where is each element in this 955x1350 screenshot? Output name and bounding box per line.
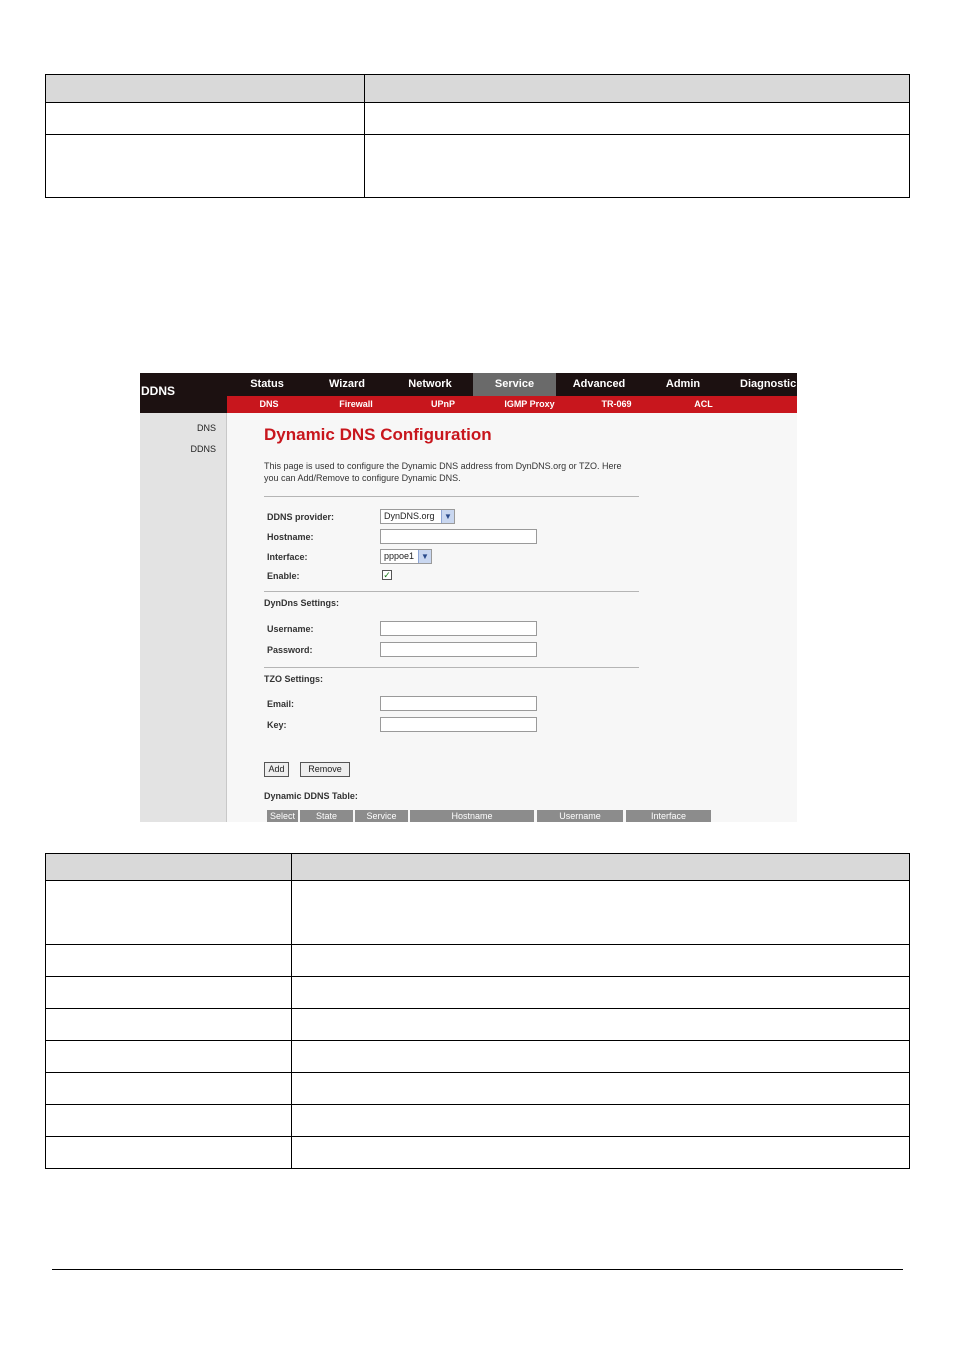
page-brand: DDNS [140,373,227,413]
add-button[interactable]: Add [264,762,289,777]
ddns-provider-value: DynDNS.org [384,511,435,521]
tab-status[interactable]: Status [250,378,284,390]
top-document-table [45,74,910,198]
table-cell [292,977,910,1009]
key-input[interactable] [380,717,537,732]
bottom-document-table [45,853,910,1169]
table-header-hostname: Hostname [410,810,534,822]
sidebar-item-ddns[interactable]: DDNS [190,444,216,454]
enable-label: Enable: [267,571,300,581]
enable-checkbox[interactable]: ✓ [383,570,391,580]
table-cell [292,1105,910,1137]
interface-label: Interface: [267,552,308,562]
subtab-igmp-proxy[interactable]: IGMP Proxy [504,399,555,409]
top-nav-bar [140,373,797,396]
chevron-down-icon: ▼ [418,550,431,563]
footer-rule [52,1269,903,1270]
table-cell [292,1041,910,1073]
page-title: Dynamic DNS Configuration [264,425,492,444]
table-cell [365,135,910,198]
table-header-service: Service [355,810,408,822]
table-cell [292,1137,910,1169]
hostname-label: Hostname: [267,532,314,542]
email-input[interactable] [380,696,537,711]
table-header-username: Username [537,810,623,822]
table-cell [46,1073,292,1105]
table-header-select: Select [267,810,298,822]
interface-value: pppoe1 [384,551,415,561]
subtab-upnp[interactable]: UPnP [430,399,455,409]
subtab-firewall[interactable]: Firewall [339,399,373,409]
table-cell [292,1073,910,1105]
table-cell [46,945,292,977]
table-header-cell [365,75,910,103]
tab-diagnostic[interactable]: Diagnostic [740,378,797,390]
tab-admin[interactable]: Admin [665,378,701,390]
remove-button[interactable]: Remove [300,762,350,777]
table-cell [292,881,910,945]
table-cell [46,977,292,1009]
table-cell [292,1009,910,1041]
tzo-settings-heading: TZO Settings: [264,674,323,684]
table-cell [46,1137,292,1169]
ddns-table-title: Dynamic DDNS Table: [264,791,358,801]
table-cell [46,1041,292,1073]
username-label: Username: [267,624,314,634]
table-cell [46,881,292,945]
sidebar [140,413,227,822]
table-cell [46,1009,292,1041]
divider [264,496,639,497]
main-content [227,413,797,822]
divider [264,667,639,668]
tab-network[interactable]: Network [408,378,452,390]
table-header-interface: Interface [626,810,711,822]
table-header-state: State [300,810,353,822]
table-cell [46,135,365,198]
tab-advanced[interactable]: Advanced [572,378,626,390]
table-cell [46,1105,292,1137]
table-cell [46,103,365,135]
router-screenshot [140,373,797,822]
subtab-dns[interactable]: DNS [259,399,279,409]
table-header-cell [46,854,292,881]
password-label: Password: [267,645,313,655]
dyndns-settings-heading: DynDns Settings: [264,598,340,608]
password-input[interactable] [380,642,537,657]
tab-service[interactable]: Service [473,373,556,396]
subtab-acl[interactable]: ACL [694,399,713,409]
username-input[interactable] [380,621,537,636]
table-cell [292,945,910,977]
table-cell [365,103,910,135]
interface-select[interactable] [380,549,432,564]
divider [264,591,639,592]
sub-nav-bar [227,396,797,413]
sidebar-item-dns[interactable]: DNS [196,423,216,433]
email-label: Email: [267,699,295,709]
table-header-cell [46,75,365,103]
hostname-input[interactable] [380,529,537,544]
key-label: Key: [267,720,287,730]
ddns-provider-label: DDNS provider: [267,512,335,522]
page-description: This page is used to configure the Dynamic DNS address from DynDNS.org or TZO. Here you can Add/Remove to configure Dynamic DNS. [264,461,622,483]
table-header-cell [292,854,910,881]
chevron-down-icon: ▼ [441,510,454,523]
subtab-tr069[interactable]: TR-069 [601,399,632,409]
tab-wizard[interactable]: Wizard [329,378,365,390]
ddns-provider-select[interactable] [380,509,455,524]
